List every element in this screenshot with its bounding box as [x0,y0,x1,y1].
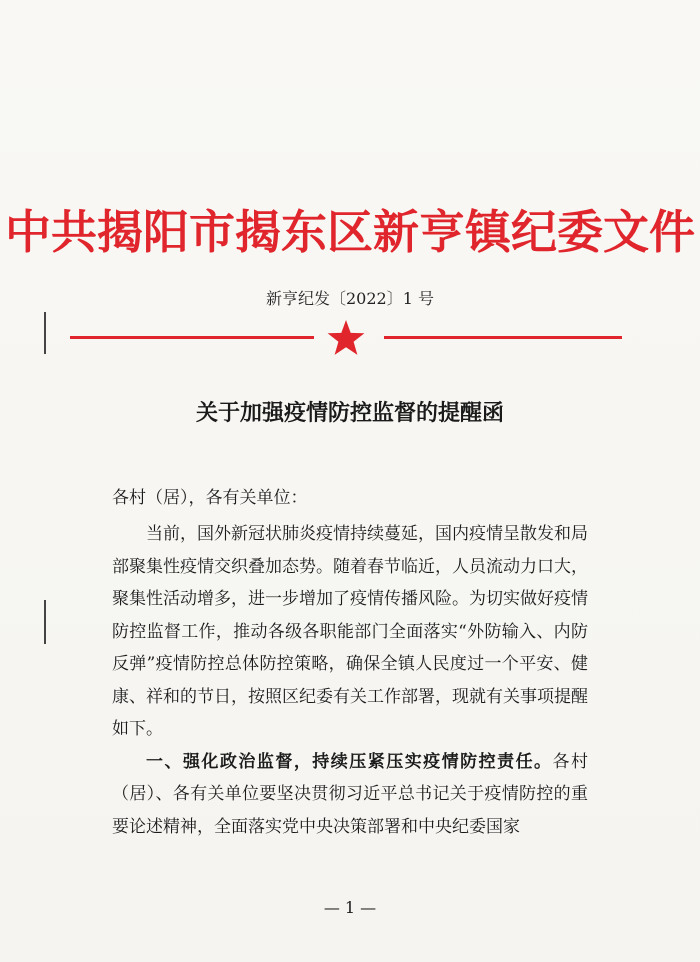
scan-binding-mark [44,600,46,644]
scan-binding-mark [44,312,46,354]
document-header-title: 中共揭阳市揭东区新亨镇纪委文件 [5,205,695,259]
salutation: 各村（居），各有关单位： [112,488,308,508]
page-number: — 1 — [323,898,377,917]
header-divider-right [384,336,622,339]
document-number: 新亨纪发〔2022〕1 号 [266,289,434,308]
letter-title: 关于加强疫情防控监督的提醒函 [195,400,504,426]
section-1-text: 各村（居）、各有关单位要坚决贯彻习近平总书记关于疫情防控的重要论述精神，全面落实党中央决策部署和中央纪委国家 [112,751,589,837]
red-star-icon [326,318,366,358]
paragraph-2 [112,746,588,844]
section-1-heading: 一、强化政治监督，持续压紧压实疫情防控责任。 [146,751,553,772]
letter-body [112,518,588,843]
paragraph-1: 当前，国外新冠状肺炎疫情持续蔓延，国内疫情呈散发和局部聚集性疫情交织叠加态势。随着春节临近，人员流动力口大，聚集性活动增多，进一步增加了疫情传播风险。为切实做好疫情防控监督工作，推动各级各职能部门全面落实“外防输入、内防反弹”疫情防控总体防控策略，确保全镇人民度过一个平安、健康、祥和的节日，按照区纪委有关工作部署，现就有关事项提醒如下。 [112,524,588,739]
header-divider-left [70,336,314,339]
